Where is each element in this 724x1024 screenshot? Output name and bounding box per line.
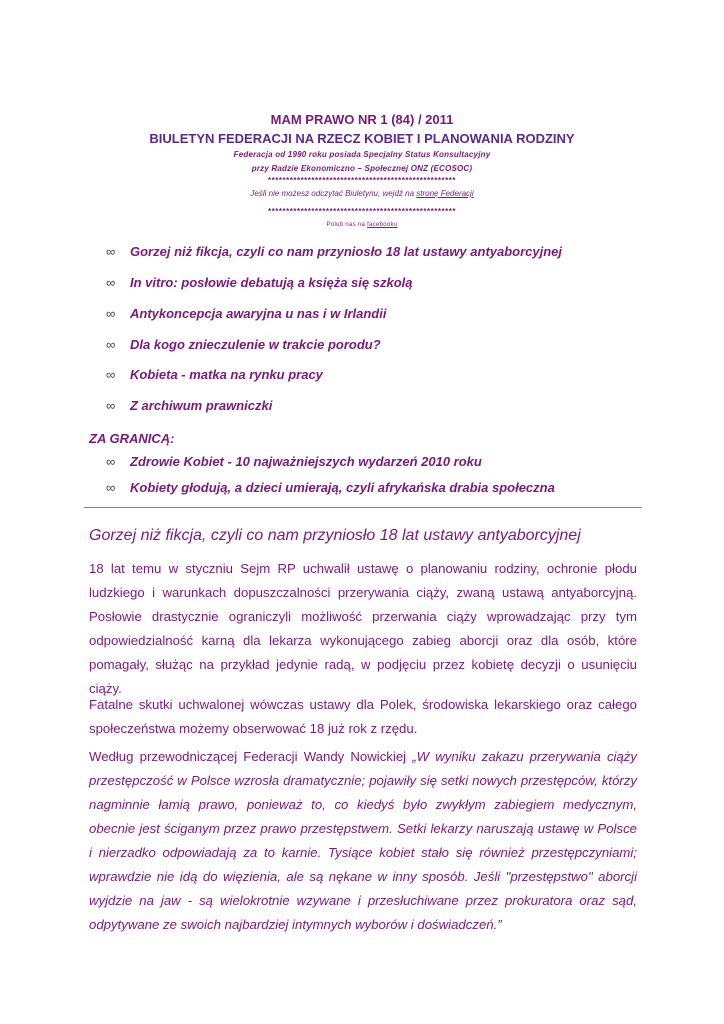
- infinity-bullet-icon: ∞: [106, 454, 116, 469]
- abroad-heading: ZA GRANICĄ:: [89, 431, 175, 446]
- article-paragraph-3: [89, 745, 637, 937]
- stars-divider-bottom: ****************************************************: [268, 207, 456, 216]
- toc-item[interactable]: [106, 275, 412, 293]
- newsletter-subtitle: BIULETYN FEDERACJI NA RZECZ KOBIET I PLANOWANIA RODZINY: [149, 131, 575, 146]
- federation-site-link[interactable]: stronę Federacji: [416, 189, 474, 198]
- section-divider: [84, 507, 642, 508]
- toc-item-label: Z archiwum prawniczki: [130, 398, 273, 413]
- toc-item-label: Antykoncepcja awaryjna u nas i w Irlandii: [130, 306, 387, 321]
- toc-item-label: Kobiety głodują, a dzieci umierają, czyli afrykańska drabia społeczna: [130, 480, 555, 495]
- infinity-bullet-icon: ∞: [106, 480, 116, 495]
- infinity-bullet-icon: ∞: [106, 306, 116, 321]
- toc-item[interactable]: [106, 337, 381, 355]
- toc-item[interactable]: [106, 398, 272, 416]
- infinity-bullet-icon: ∞: [106, 244, 116, 259]
- toc-item[interactable]: [106, 306, 386, 324]
- article-paragraph-2: Fatalne skutki uchwalonej wówczas ustawy dla Polek, środowiska lekarskiego oraz całego społeczeństwa możemy obserwować 18 już rok z rzędu.: [89, 697, 637, 736]
- article-paragraph-1: 18 lat temu w styczniu Sejm RP uchwalił ustawę o planowaniu rodziny, ochronie płodu ludzkiego i warunkach dopuszczalności przerywania ciąży, zwaną ustawą antyaborcyjną. Posłowie drastycznie ograniczyli możliwość przerwania ciąży wprowadzając przy tym odpowiedzialność karną dla lekarza wykonującego zabieg aborcji oraz dla osób, które pomagały, służąc na przykład jedynie radą, w podjęciu przez kobietę decyzji o usunięciu ciąży.: [89, 561, 637, 696]
- status-line-1: Federacja od 1990 roku posiada Specjalny Status Konsultacyjny: [233, 150, 491, 159]
- toc-item[interactable]: [106, 244, 562, 262]
- status-line-2: przy Radzie Ekonomiczno – Społecznej ONZ (ECOSOC): [251, 164, 473, 173]
- newsletter-title: MAM PRAWO NR 1 (84) / 2011: [270, 112, 454, 127]
- facebook-like-line: [0, 222, 724, 228]
- toc-item-label: Kobieta - matka na rynku pracy: [130, 367, 323, 382]
- paragraph-intro: Według przewodniczącej Federacji Wandy Nowickiej: [89, 749, 413, 764]
- toc-item[interactable]: [106, 367, 323, 385]
- infinity-bullet-icon: ∞: [106, 367, 116, 382]
- toc-item-label: Zdrowie Kobiet - 10 najważniejszych wydarzeń 2010 roku: [130, 454, 482, 469]
- read-note: [0, 189, 724, 198]
- facebook-link[interactable]: facebooku: [367, 222, 398, 228]
- toc-abroad-item[interactable]: [106, 454, 482, 472]
- article-title: Gorzej niż fikcja, czyli co nam przyniosło 18 lat ustawy antyaborcyjnej: [89, 527, 581, 544]
- infinity-bullet-icon: ∞: [106, 398, 116, 413]
- toc-item-label: Gorzej niż fikcja, czyli co nam przyniosło 18 lat ustawy antyaborcyjnej: [130, 244, 563, 259]
- infinity-bullet-icon: ∞: [106, 275, 116, 290]
- like-text: Polub nas na: [326, 222, 368, 228]
- stars-divider-top: ****************************************************: [268, 176, 456, 185]
- toc-item-label: Dla kogo znieczulenie w trakcie porodu?: [130, 337, 381, 352]
- infinity-bullet-icon: ∞: [106, 337, 116, 352]
- read-note-text: Jeśli nie możesz odczytać Biuletynu, wejdź na: [250, 189, 417, 198]
- toc-abroad-item[interactable]: [106, 480, 555, 498]
- toc-item-label: In vitro: posłowie debatują a księża się szkolą: [130, 275, 413, 290]
- nowicka-quote: „W wyniku zakazu przerywania ciąży przestępczość w Polsce wzrosła dramatycznie; pojawiły się setki nowych przestępców, którzy nagminnie łamią prawo, ponieważ to, co kiedyś było zwykłym zabiegiem medycznym, obecnie jest ściganym przez prawo przestępstwem. Setki lekarzy naruszają ustawę w Polsce i nierzadko odpowiadają za to karnie. Tysiące kobiet stało się również przestępczyniami; wprawdzie nie idą do więzienia, ale są nękane w inny sposób. Jeśli "przestępstwo" aborcji wyjdzie na jaw - są wielokrotnie wzywane i przesłuchiwane przez prokuratora oraz sąd, odpytywane ze swoich najbardziej intymnych wyborów i doświadczeń.”: [89, 749, 637, 932]
